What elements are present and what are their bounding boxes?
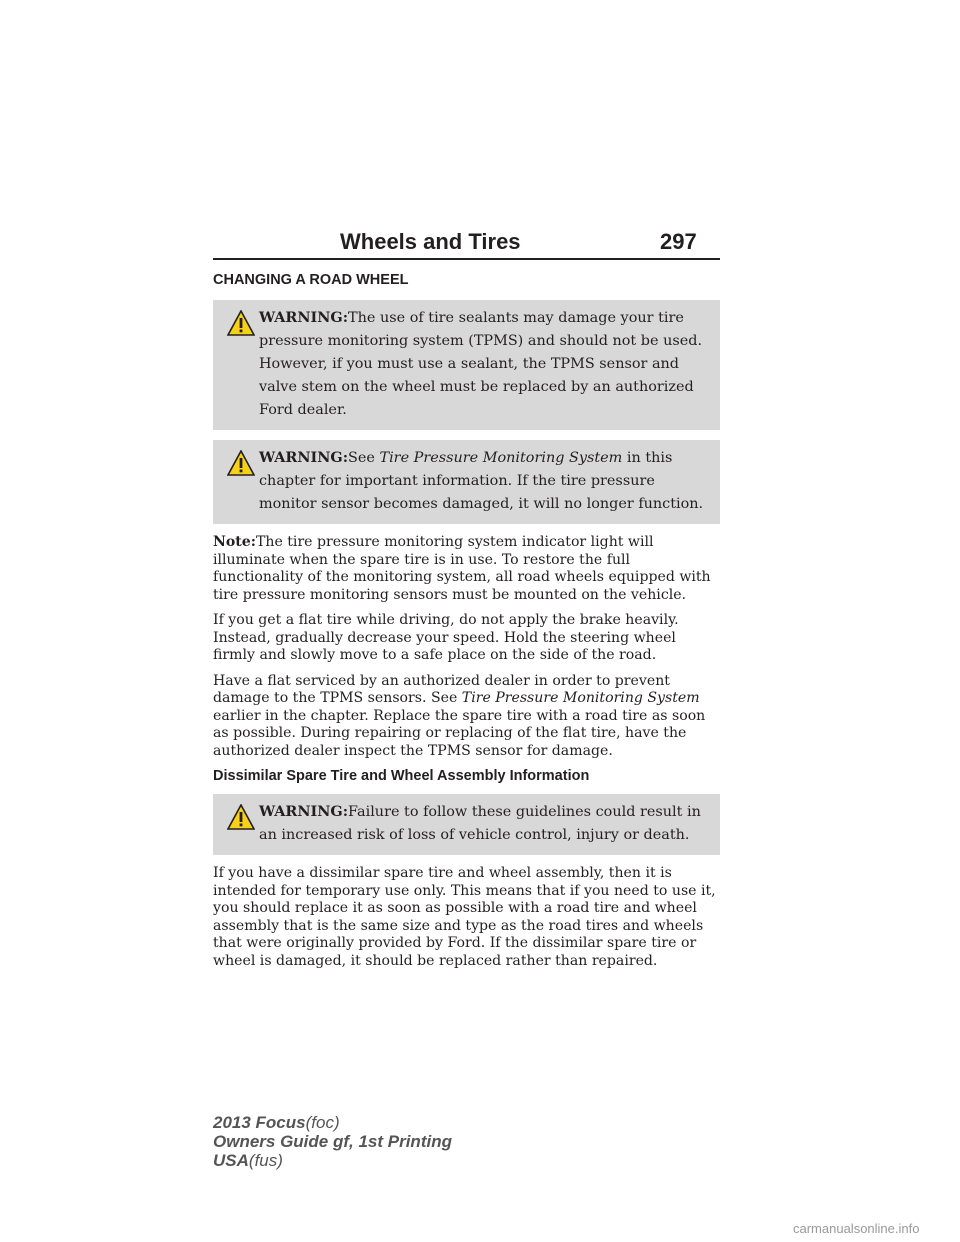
page-number: 297	[660, 229, 697, 254]
cross-reference: Tire Pressure Monitoring System	[379, 450, 623, 466]
warning-triangle-icon	[227, 310, 255, 336]
warning-box-guidelines	[213, 794, 720, 855]
note-paragraph	[213, 534, 720, 604]
warning-label: WARNING:	[259, 309, 349, 326]
warning-box-sealant	[213, 300, 720, 430]
page-content	[213, 270, 720, 978]
warning-box-tpms	[213, 440, 720, 524]
document-footer: 2013 Focus(foc) Owners Guide gf, 1st Printing USA(fus)	[213, 1113, 452, 1170]
warning-text: in this chapter for important information. If the tire pressure monitor sensor becomes damaged, it will no longer function.	[259, 450, 704, 512]
warning-triangle-icon	[227, 450, 255, 476]
paragraph-service: Have a flat serviced by an authorized dealer in order to prevent damage to the TPMS sensors. See Tire Pressure Monitoring System earlier in the chapter. Replace the spare tire with a road tire as soon as possible. During repairing or replacing of the flat tire, have the authorized dealer inspect the TPMS sensor for damage.	[213, 672, 706, 759]
warning-triangle-icon	[227, 804, 255, 830]
note-text: The tire pressure monitoring system indicator light will illuminate when the spare tire is in use. To restore the full functionality of the monitoring system, all road wheels equipped with tire pressure monitoring sensors must be mounted on the vehicle.	[213, 534, 711, 603]
warning-text: Failure to follow these guidelines could result in an increased risk of loss of vehicle control, injury or death.	[259, 804, 701, 843]
warning-text: The use of tire sealants may damage your tire pressure monitoring system (TPMS) and should not be used. However, if you must use a sealant, the TPMS sensor and valve stem on the wheel must be replaced by an authorized Ford dealer.	[259, 310, 703, 418]
cross-reference: Tire Pressure Monitoring System	[461, 690, 700, 706]
watermark[interactable]: carmanualsonline.info	[793, 1221, 920, 1236]
header-divider	[213, 258, 720, 260]
warning-label: WARNING:	[259, 449, 349, 466]
page-header-title: Wheels and Tires	[340, 229, 521, 254]
warning-label: WARNING:	[259, 803, 349, 820]
subsection-heading: Dissimilar Spare Tire and Wheel Assembly Information	[213, 768, 590, 784]
paragraph-dissimilar: If you have a dissimilar spare tire and wheel assembly, then it is intended for temporary use only. This means that if you need to use it, you should replace it as soon as possible with a road tire and wheel assembly that is the same size and type as the road tires and wheels that were originally provided by Ford. If the dissimilar spare tire or wheel is damaged, it should be replaced rather than repaired.	[213, 865, 716, 969]
paragraph-flat-tire: If you get a flat tire while driving, do not apply the brake heavily. Instead, gradually decrease your speed. Hold the steering wheel firmly and slowly move to a safe place on the side of the road.	[213, 612, 679, 663]
warning-text: See	[348, 450, 380, 466]
note-label: Note:	[213, 534, 256, 550]
section-heading: CHANGING A ROAD WHEEL	[213, 272, 409, 288]
